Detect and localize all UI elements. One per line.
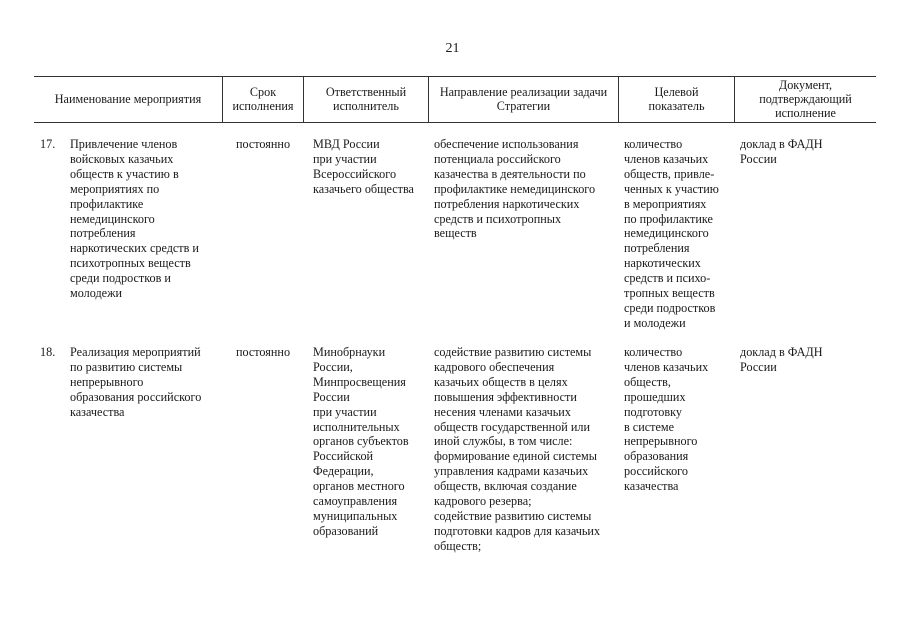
row-name: Привлечение членов войсковых казачьих обществ к участию в мероприятиях по профилактике немедицинского потребления наркотических средств и психотропных веществ среди подростков и молодежи bbox=[70, 137, 199, 301]
row-document: доклад в ФАДН России bbox=[740, 137, 823, 166]
row-executor: МВД России при участии Всероссийского казачьего общества bbox=[313, 137, 414, 196]
row-direction: обеспечение использования потенциала российского казачества в деятельности по профилактике немедицинского потребления наркотических средств и психотропных веществ bbox=[434, 137, 596, 241]
header-document: Документ, подтверждающий исполнение bbox=[759, 78, 852, 120]
row-term: постоянно bbox=[235, 137, 291, 151]
table-top-rule bbox=[34, 76, 876, 77]
row-executor: Минобрнауки России, Минпросвещения России при участии исполнительных органов субъектов Российской Федерации, органов местного самоуправления муниципальных образований bbox=[313, 345, 409, 538]
header-direction: Направление реализации задачи Стратегии bbox=[439, 85, 608, 113]
header-executor: Ответственный исполнитель bbox=[325, 85, 407, 113]
row-indicator: количество членов казачьих обществ, прошедших подготовку в системе непрерывного образования российского казачества bbox=[624, 345, 709, 494]
row-number: 18. bbox=[40, 345, 56, 359]
row-indicator: количество членов казачьих обществ, привле- ченных к участию в мероприятиях по профилактике немедицинского потребления наркотических средств и психо- тропных веществ среди подростков и молодежи bbox=[624, 137, 719, 330]
row-document: доклад в ФАДН России bbox=[740, 345, 823, 374]
row-direction: содействие развитию системы кадрового обеспечения казачьих обществ в целях повышения эффективности несения членами казачьих обществ государственной или иной службы, в том числе: формирование единой системы управления кадрами казачьих обществ, включая создание кадрового резерва; содействие развитию системы подготовки кадров для казачьих обществ; bbox=[434, 345, 601, 553]
header-name: Наименование мероприятия bbox=[54, 92, 202, 106]
table-header-bottom-rule bbox=[34, 122, 876, 123]
row-term: постоянно bbox=[235, 345, 291, 359]
row-name: Реализация мероприятий по развитию системы непрерывного образования российского казачества bbox=[70, 345, 202, 419]
row-number: 17. bbox=[40, 137, 56, 151]
header-indicator: Целевой показатель bbox=[648, 85, 705, 113]
header-term: Срок исполнения bbox=[232, 85, 294, 113]
page-number: 21 bbox=[445, 41, 460, 56]
